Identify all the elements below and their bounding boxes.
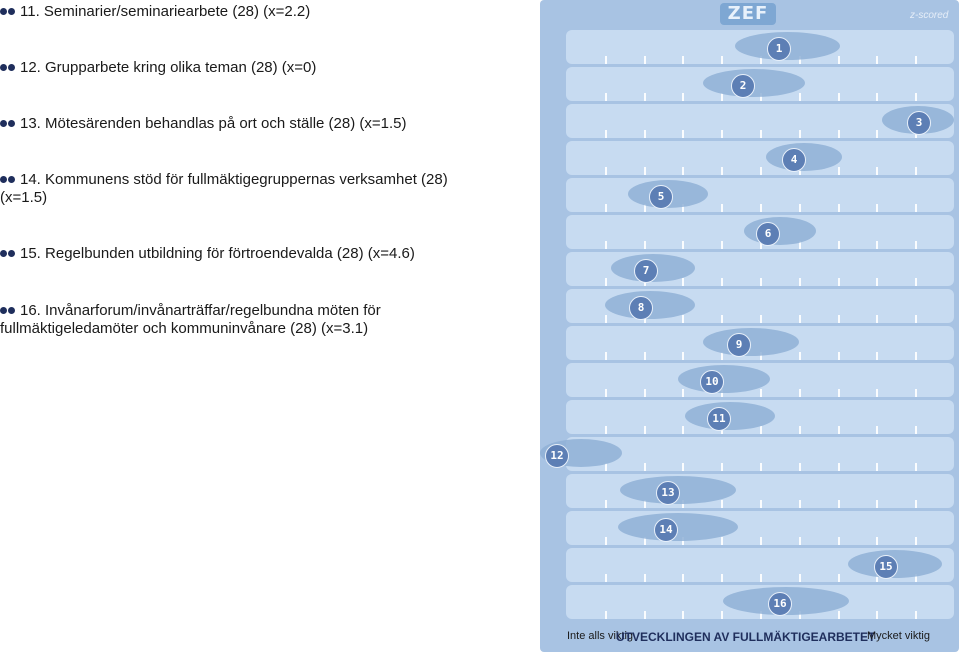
item-marker: 4 [782, 148, 806, 172]
bullet-icon [0, 249, 16, 259]
list-item: 15. Regelbunden utbildning för förtroendevalda (28) (x=4.6) [0, 245, 415, 263]
item-marker: 14 [654, 518, 678, 542]
item-marker: 3 [907, 111, 931, 135]
zef-row [566, 437, 954, 471]
axis-title: UTVECKLINGEN AV FULLMÄKTIGEARBETET [616, 630, 876, 644]
list-item: 14. Kommunens stöd för fullmäktigegruppernas verksamhet (28) (x=1.5) [0, 171, 448, 206]
distribution-ellipse [678, 365, 770, 393]
item-marker: 1 [767, 37, 791, 61]
item-marker: 7 [634, 259, 658, 283]
axis-right-label: Mycket viktig [867, 630, 930, 642]
item-marker: 9 [727, 333, 751, 357]
zef-row [566, 178, 954, 212]
distribution-ellipse [703, 328, 799, 356]
item-marker: 10 [700, 370, 724, 394]
list-item: 13. Mötesärenden behandlas på ort och ställe (28) (x=1.5) [0, 115, 406, 133]
item-marker: 5 [649, 185, 673, 209]
item-marker: 6 [756, 222, 780, 246]
zef-logo: ZEF [720, 3, 776, 25]
bullet-icon [0, 119, 16, 129]
list-item: 12. Grupparbete kring olika teman (28) (x=0) [0, 59, 316, 77]
zscored-label: z-scored [910, 10, 949, 21]
item-marker: 8 [629, 296, 653, 320]
item-marker: 16 [768, 592, 792, 616]
distribution-ellipse [618, 513, 738, 541]
item-marker: 15 [874, 555, 898, 579]
bullet-icon [0, 7, 16, 17]
item-marker: 11 [707, 407, 731, 431]
list-item: 11. Seminarier/seminariearbete (28) (x=2.2) [0, 3, 310, 21]
bullet-icon [0, 175, 16, 185]
axis-left-label: Inte alls viktig [567, 630, 634, 642]
item-marker: 13 [656, 481, 680, 505]
zef-row [566, 141, 954, 175]
bullet-icon [0, 63, 16, 73]
bullet-icon [0, 306, 16, 316]
item-marker: 12 [545, 444, 569, 468]
list-item: 16. Invånarforum/invånarträffar/regelbundna möten för fullmäktigeledamöter och kommuninvånare (28) (x=3.1) [0, 302, 381, 337]
distribution-ellipse [744, 217, 816, 245]
item-marker: 2 [731, 74, 755, 98]
